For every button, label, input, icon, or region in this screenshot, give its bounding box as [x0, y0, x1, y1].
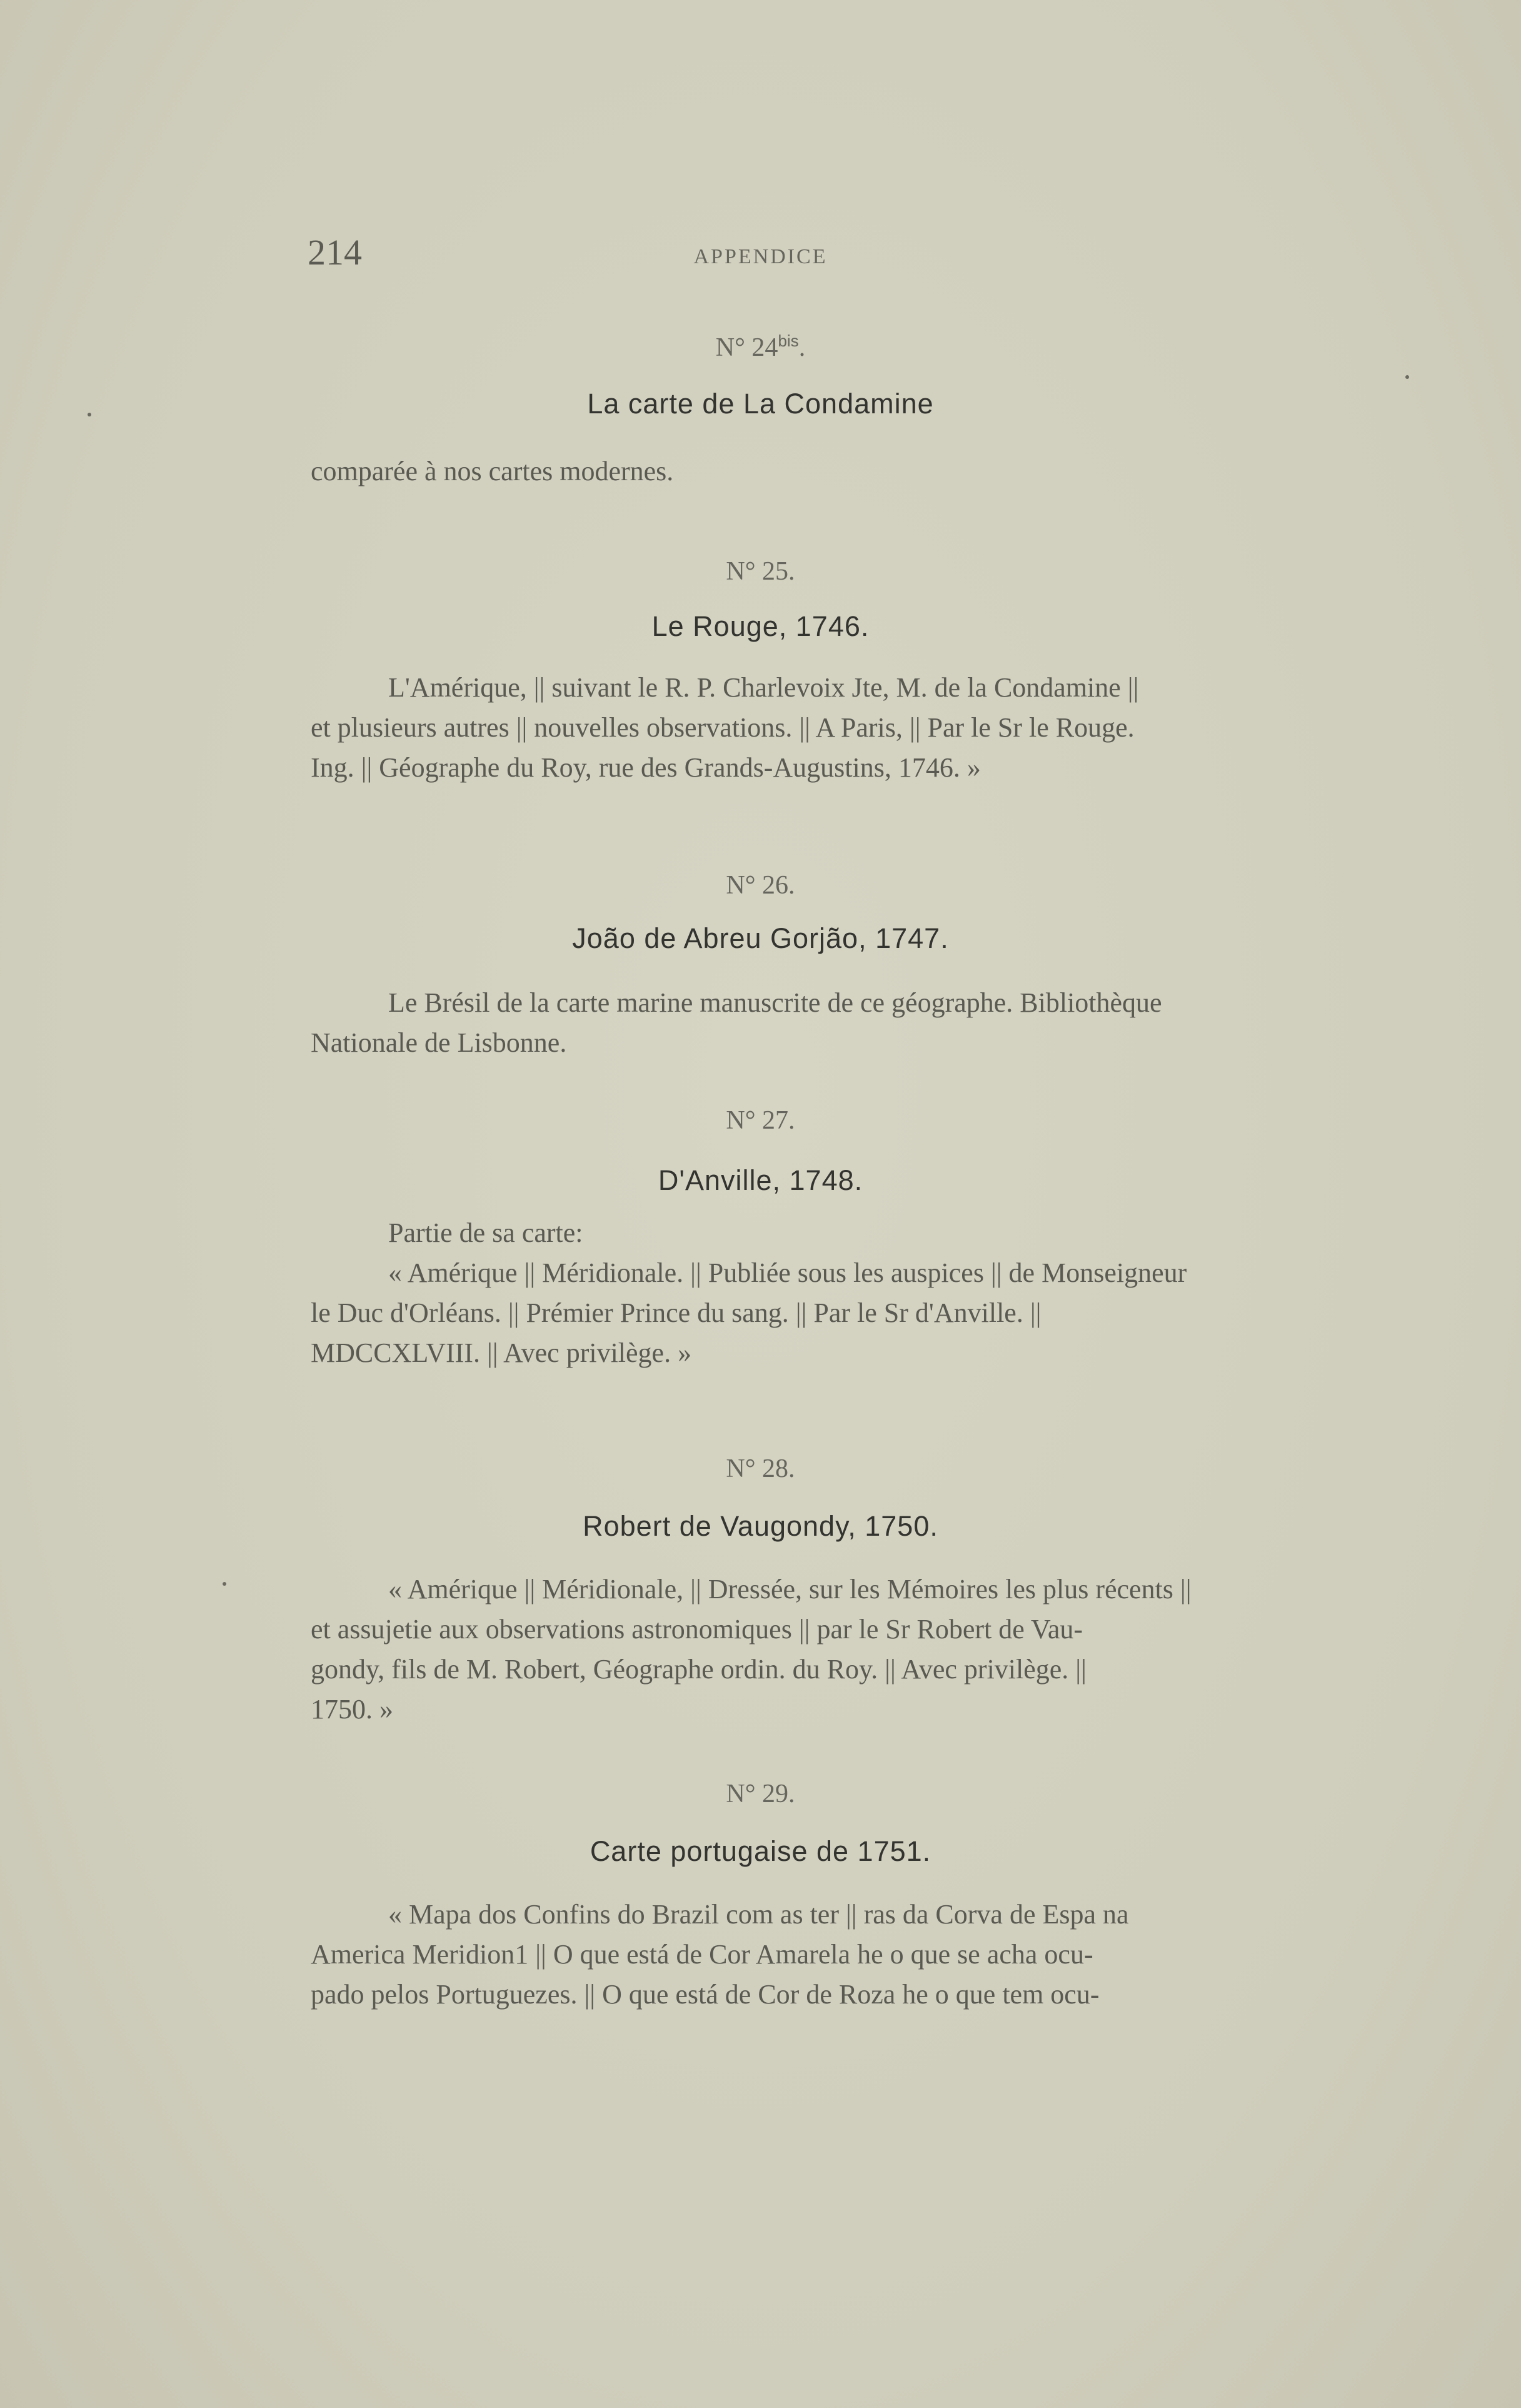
running-head: APPENDICE: [693, 245, 828, 268]
entry-number: N° $24^{bis}$.: [715, 331, 806, 362]
entry-number: N° 26.: [726, 871, 795, 900]
entry-heading: Le Rouge, 1746.: [651, 610, 870, 642]
text-line: Nationale de Lisbonne.: [311, 1027, 567, 1058]
text-line: MDCCXLVIII. || Avec privilège. »: [311, 1337, 692, 1368]
text-line: « Mapa dos Confins do Brazil com as ter || ras da Corva de Espa na: [388, 1899, 1129, 1930]
text-line: America Meridion1 || O que está de Cor Amarela he o que se acha ocu-: [311, 1939, 1093, 1970]
entry-number: N° 25.: [726, 557, 795, 586]
text-line: Ing. || Géographe du Roy, rue des Grands-Augustins, 1746. »: [311, 752, 981, 783]
entry-number: N° 28.: [726, 1454, 795, 1483]
text-line: gondy, fils de M. Robert, Géographe ordin. du Roy. || Avec privilège. ||: [311, 1654, 1087, 1685]
text-line: Le Brésil de la carte marine manuscrite de ce géographe. Bibliothèque: [388, 987, 1162, 1018]
text-line: pado pelos Portuguezes. || O que está de Cor de Roza he o que tem ocu-: [311, 1979, 1100, 2010]
page-number: 214: [308, 232, 362, 273]
text-line: « Amérique || Méridionale, || Dressée, sur les Mémoires les plus récents ||: [388, 1574, 1192, 1604]
entry-heading: La carte de La Condamine: [587, 388, 934, 420]
entry-body: [311, 983, 1381, 1063]
entry-number: N° 29.: [726, 1780, 795, 1808]
paper-speck: [223, 1582, 226, 1586]
text-line: comparée à nos cartes modernes.: [311, 456, 674, 486]
entry-body: [311, 668, 1381, 788]
entry-body: [311, 451, 1381, 491]
entry-heading: Robert de Vaugondy, 1750.: [583, 1510, 938, 1542]
paper-speck: [1405, 375, 1409, 379]
entry-number: N° 27.: [726, 1106, 795, 1135]
text-line: et assujetie aux observations astronomiques || par le Sr Robert de Vau-: [311, 1614, 1083, 1645]
entry-heading: João de Abreu Gorjão, 1747.: [572, 922, 949, 954]
entry-body: [311, 1213, 1381, 1373]
entry-body: [311, 1569, 1381, 1730]
entry-heading: D'Anville, 1748.: [658, 1164, 863, 1196]
paper-speck: [88, 413, 91, 416]
text-line: L'Amérique, || suivant le R. P. Charlevoix Jte, M. de la Condamine ||: [388, 672, 1139, 703]
entry-heading: Carte portugaise de 1751.: [590, 1835, 931, 1867]
text-line: 1750. »: [311, 1694, 393, 1725]
text-line: Partie de sa carte:: [388, 1217, 583, 1248]
text-line: « Amérique || Méridionale. || Publiée sous les auspices || de Monseigneur: [388, 1257, 1187, 1288]
text-line: et plusieurs autres || nouvelles observations. || A Paris, || Par le Sr le Rouge.: [311, 712, 1135, 743]
text-line: le Duc d'Orléans. || Prémier Prince du sang. || Par le Sr d'Anville. ||: [311, 1297, 1042, 1328]
entry-body: [311, 1895, 1381, 2015]
